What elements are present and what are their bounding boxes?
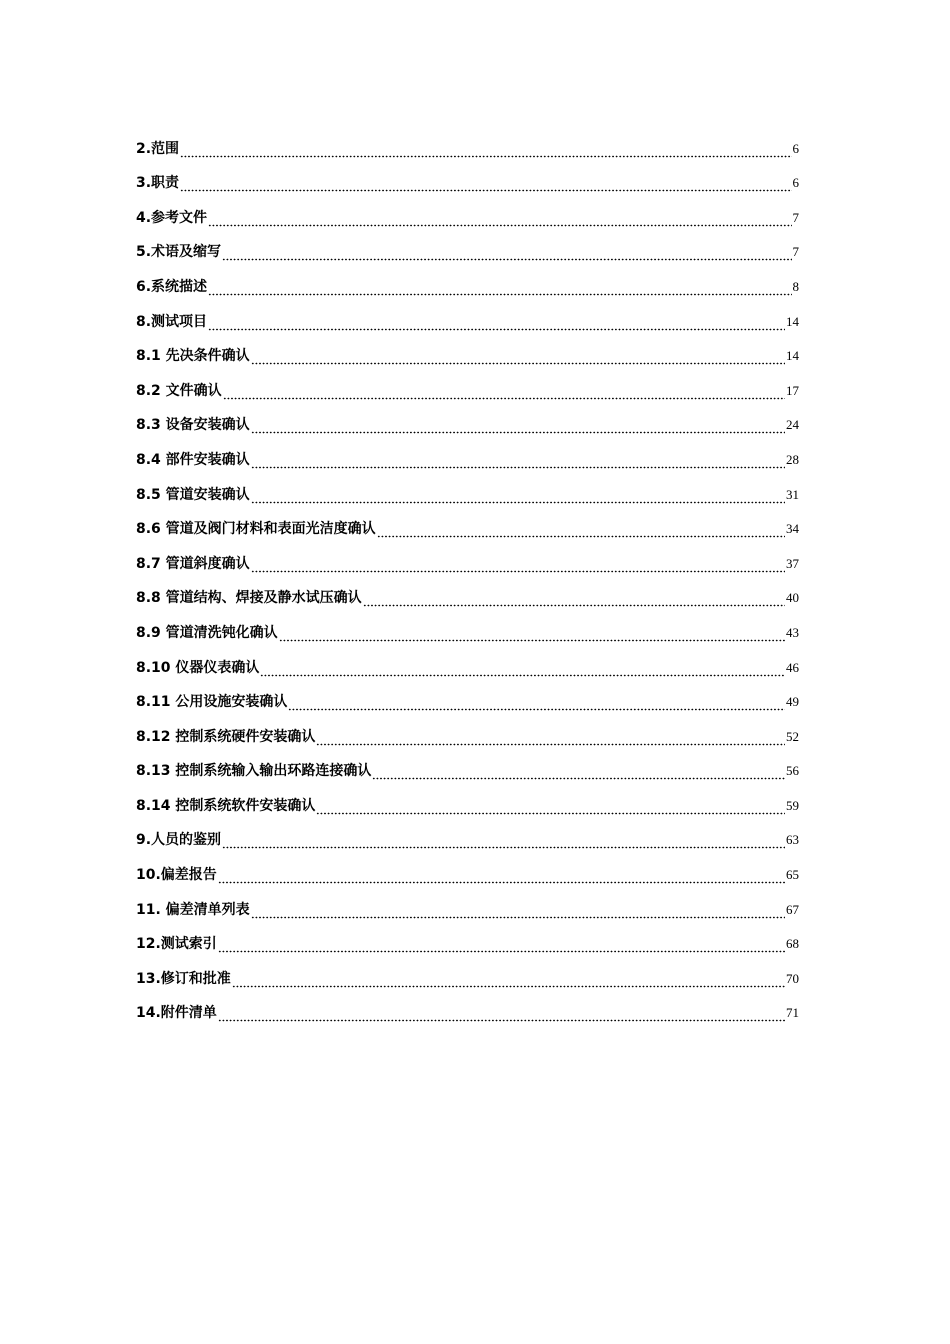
toc-entry-references[interactable] xyxy=(136,195,799,230)
toc-entry-title: 4.参考文件 xyxy=(136,209,208,226)
toc-entry-page: 71 xyxy=(786,1005,799,1021)
toc-entry-8-8[interactable] xyxy=(136,576,799,611)
toc-entry-test-items[interactable] xyxy=(136,299,799,334)
toc-entry-responsibilities[interactable] xyxy=(136,161,799,196)
toc-dot-leader xyxy=(218,933,785,953)
toc-entry-page: 7 xyxy=(792,244,799,260)
toc-dot-leader xyxy=(260,657,785,677)
toc-entry-page: 67 xyxy=(786,901,799,917)
toc-dot-leader xyxy=(316,726,785,746)
toc-entry-personnel[interactable] xyxy=(136,818,799,853)
toc-dot-leader xyxy=(232,968,785,988)
toc-entry-page: 6 xyxy=(792,175,799,191)
toc-dot-leader xyxy=(218,864,785,884)
toc-entry-title: 8.1 先决条件确认 xyxy=(136,348,250,365)
toc-entry-page: 6 xyxy=(792,140,799,156)
toc-entry-system-description[interactable] xyxy=(136,264,799,299)
toc-entry-title: 8.6 管道及阀门材料和表面光洁度确认 xyxy=(136,521,376,538)
toc-entry-page: 63 xyxy=(786,832,799,848)
toc-entry-page: 68 xyxy=(786,936,799,952)
toc-entry-attachments[interactable] xyxy=(136,991,799,1026)
toc-dot-leader xyxy=(316,795,785,815)
toc-entry-page: 7 xyxy=(792,209,799,225)
toc-dot-leader xyxy=(251,553,785,573)
toc-entry-page: 52 xyxy=(786,728,799,744)
toc-entry-page: 28 xyxy=(786,451,799,467)
toc-entry-title: 8.5 管道安装确认 xyxy=(136,486,250,503)
toc-entry-title: 12.测试索引 xyxy=(136,936,217,953)
toc-entry-8-10[interactable] xyxy=(136,645,799,680)
toc-dot-leader xyxy=(251,484,785,504)
toc-entry-page: 14 xyxy=(786,313,799,329)
toc-entry-8-6[interactable] xyxy=(136,507,799,542)
toc-entry-title: 8.10 仪器仪表确认 xyxy=(136,659,260,676)
toc-entry-page: 31 xyxy=(786,486,799,502)
toc-entry-title: 8.14 控制系统软件安装确认 xyxy=(136,797,316,814)
table-of-contents xyxy=(136,126,799,1025)
toc-entry-title: 11. 偏差清单列表 xyxy=(136,901,250,918)
toc-entry-title: 8.2 文件确认 xyxy=(136,382,222,399)
toc-dot-leader xyxy=(288,691,785,711)
toc-entry-test-index[interactable] xyxy=(136,922,799,957)
toc-entry-title: 8.测试项目 xyxy=(136,313,208,330)
toc-entry-title: 2.范围 xyxy=(136,140,180,157)
toc-dot-leader xyxy=(251,414,785,434)
toc-dot-leader xyxy=(208,311,785,331)
toc-entry-title: 8.8 管道结构、焊接及静水试压确认 xyxy=(136,590,362,607)
toc-entry-8-1[interactable] xyxy=(136,334,799,369)
toc-entry-title: 8.4 部件安装确认 xyxy=(136,451,250,468)
toc-entry-8-11[interactable] xyxy=(136,680,799,715)
toc-entry-title: 8.9 管道清洗钝化确认 xyxy=(136,624,278,641)
toc-entry-title: 14.附件清单 xyxy=(136,1005,217,1022)
toc-dot-leader xyxy=(223,380,785,400)
toc-dot-leader xyxy=(279,622,785,642)
toc-entry-title: 8.11 公用设施安装确认 xyxy=(136,694,288,711)
toc-dot-leader xyxy=(180,138,791,158)
toc-dot-leader xyxy=(251,449,785,469)
toc-entry-title: 8.3 设备安装确认 xyxy=(136,417,250,434)
toc-dot-leader xyxy=(208,207,791,227)
toc-entry-page: 65 xyxy=(786,867,799,883)
toc-entry-title: 9.人员的鉴别 xyxy=(136,832,222,849)
toc-dot-leader xyxy=(251,345,785,365)
toc-entry-page: 56 xyxy=(786,763,799,779)
toc-entry-title: 8.12 控制系统硬件安装确认 xyxy=(136,728,316,745)
toc-entry-8-4[interactable] xyxy=(136,437,799,472)
toc-entry-page: 17 xyxy=(786,382,799,398)
toc-entry-deviation-list[interactable] xyxy=(136,887,799,922)
toc-entry-8-3[interactable] xyxy=(136,403,799,438)
toc-entry-scope[interactable] xyxy=(136,126,799,161)
toc-dot-leader xyxy=(208,276,791,296)
toc-entry-page: 70 xyxy=(786,970,799,986)
toc-entry-8-14[interactable] xyxy=(136,783,799,818)
toc-dot-leader xyxy=(222,829,785,849)
toc-entry-page: 14 xyxy=(786,348,799,364)
toc-entry-page: 24 xyxy=(786,417,799,433)
toc-entry-page: 43 xyxy=(786,624,799,640)
toc-entry-8-7[interactable] xyxy=(136,541,799,576)
toc-entry-title: 6.系统描述 xyxy=(136,278,208,295)
toc-entry-page: 34 xyxy=(786,521,799,537)
toc-entry-revision-approval[interactable] xyxy=(136,956,799,991)
toc-dot-leader xyxy=(363,587,785,607)
toc-dot-leader xyxy=(372,760,785,780)
toc-dot-leader xyxy=(180,172,791,192)
toc-entry-page: 49 xyxy=(786,694,799,710)
toc-entry-title: 5.术语及缩写 xyxy=(136,244,222,261)
toc-dot-leader xyxy=(251,899,785,919)
toc-entry-title: 8.13 控制系统输入输出环路连接确认 xyxy=(136,763,372,780)
toc-entry-8-5[interactable] xyxy=(136,472,799,507)
toc-entry-terms[interactable] xyxy=(136,230,799,265)
toc-dot-leader xyxy=(222,241,791,261)
toc-entry-8-12[interactable] xyxy=(136,714,799,749)
toc-dot-leader xyxy=(377,518,785,538)
toc-entry-page: 37 xyxy=(786,555,799,571)
toc-entry-title: 8.7 管道斜度确认 xyxy=(136,555,250,572)
toc-entry-8-13[interactable] xyxy=(136,749,799,784)
toc-entry-page: 40 xyxy=(786,590,799,606)
toc-entry-8-9[interactable] xyxy=(136,610,799,645)
toc-entry-8-2[interactable] xyxy=(136,368,799,403)
toc-dot-leader xyxy=(218,1002,785,1022)
toc-entry-title: 10.偏差报告 xyxy=(136,867,217,884)
toc-entry-page: 8 xyxy=(792,278,799,294)
toc-entry-page: 46 xyxy=(786,659,799,675)
toc-entry-page: 59 xyxy=(786,797,799,813)
toc-entry-title: 3.职责 xyxy=(136,175,180,192)
toc-entry-deviation-report[interactable] xyxy=(136,852,799,887)
toc-entry-title: 13.修订和批准 xyxy=(136,970,231,987)
